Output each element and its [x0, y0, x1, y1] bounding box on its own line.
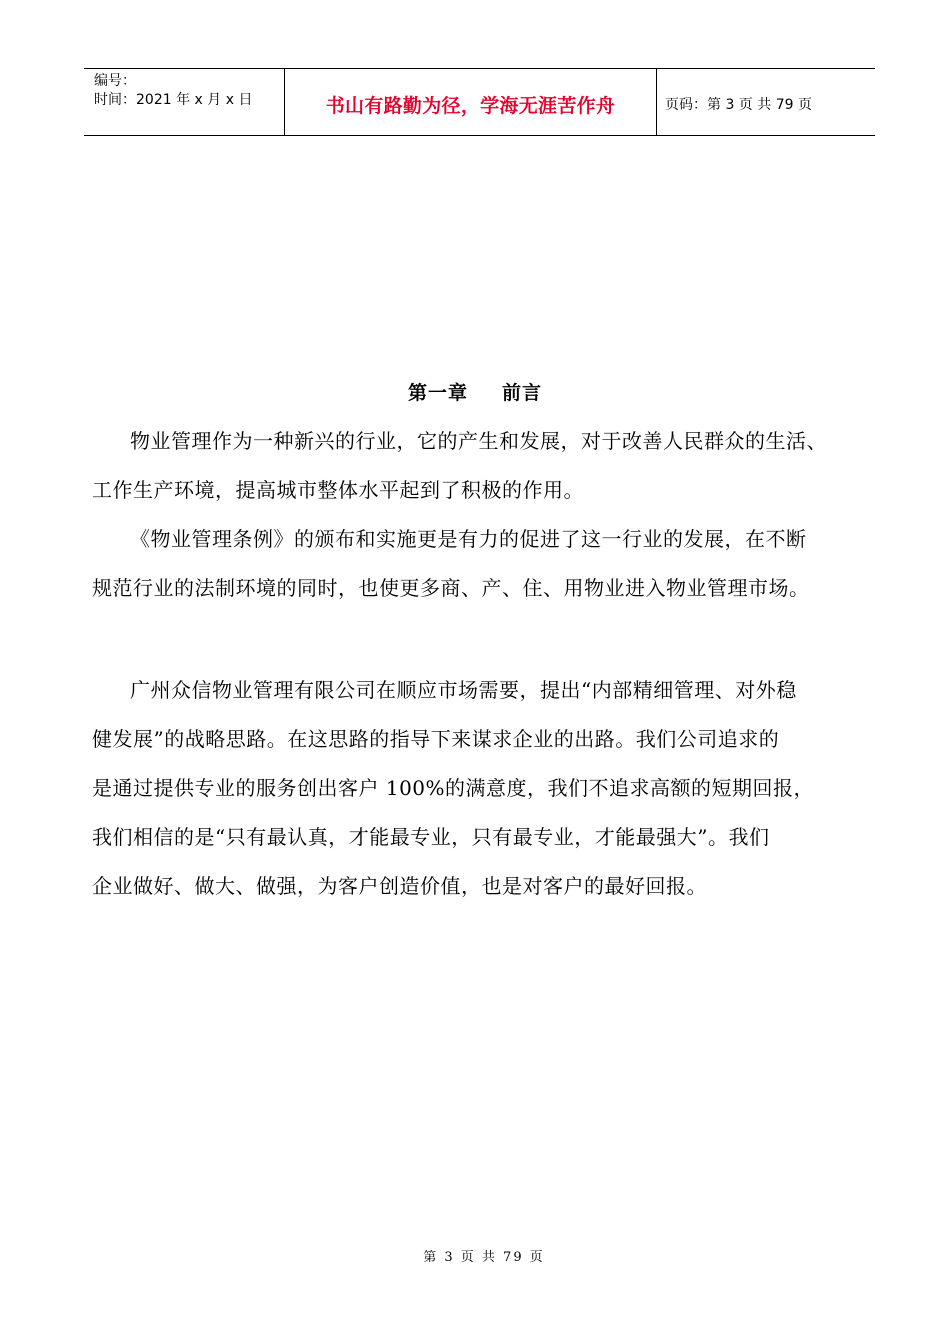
- paragraph-line: 广州众信物业管理有限公司在顺应市场需要，提出“内部精细管理、对外稳: [130, 678, 797, 702]
- footer-page-number: 第 3 页 共 79 页: [423, 1250, 545, 1265]
- header-page-info: 页码：第 3 页 共 79 页: [665, 97, 812, 113]
- page-footer: [0, 1246, 950, 1265]
- paragraph-line: 物业管理作为一种新兴的行业，它的产生和发展，对于改善人民群众的生活、: [130, 429, 827, 453]
- paragraph-2: [92, 515, 892, 613]
- header-meta-cell: [84, 69, 285, 135]
- paragraph-line: 《物业管理条例》的颁布和实施更是有力的促进了这一行业的发展，在不断: [130, 527, 807, 551]
- header-motto: 书山有路勤为径，学海无涯苦作舟: [325, 94, 616, 117]
- paragraph-line: 我们相信的是“只有最认真，才能最专业，只有最专业，才能最强大”。我们: [92, 825, 770, 849]
- paragraph-line: 健发展”的战略思路。在这思路的指导下来谋求企业的出路。我们公司追求的: [92, 727, 780, 751]
- paragraph-line: 工作生产环境，提高城市整体水平起到了积极的作用。: [92, 478, 584, 502]
- document-header: [84, 68, 875, 136]
- paragraph-line: 是通过提供专业的服务创出客户 100%的满意度，我们不追求高额的短期回报，: [92, 776, 815, 800]
- header-motto-cell: [285, 69, 657, 135]
- paragraph-line: 企业做好、做大、做强，为客户创造价值，也是对客户的最好回报。: [92, 874, 707, 898]
- document-number-label: 编号：: [94, 73, 136, 89]
- document-date-label: 时间：2021 年 x 月 x 日: [94, 92, 253, 108]
- header-page-cell: [657, 69, 875, 135]
- paragraph-3: [92, 666, 892, 911]
- chapter-title: 前言: [502, 382, 543, 404]
- chapter-number: 第一章: [407, 382, 468, 404]
- chapter-heading: [0, 378, 950, 405]
- paragraph-1: [92, 417, 892, 515]
- paragraph-line: 规范行业的法制环境的同时，也使更多商、产、住、用物业进入物业管理市场。: [92, 576, 810, 600]
